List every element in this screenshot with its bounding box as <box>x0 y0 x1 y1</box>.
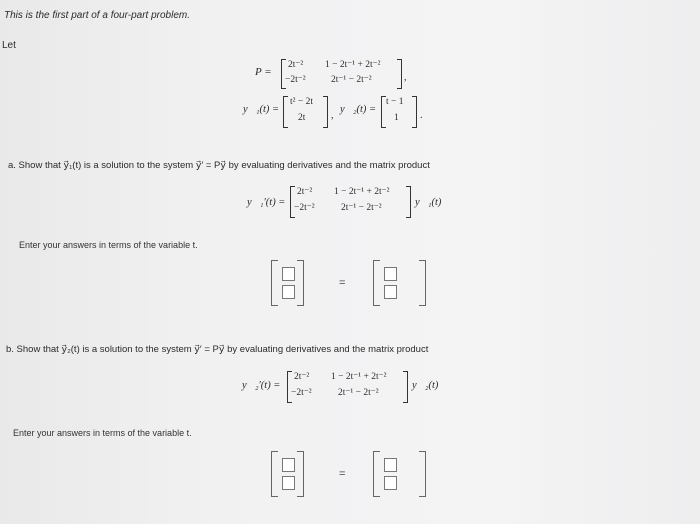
part-a-left-answer-2[interactable] <box>282 285 295 299</box>
part-b-eq-label: y⃗₂′(t) = <box>242 380 281 391</box>
part-b-entry-22: 2t⁻¹ − 2t⁻² <box>338 388 379 398</box>
p-entry-21: −2t⁻² <box>285 75 306 85</box>
p-entry-22: 2t⁻¹ − 2t⁻² <box>331 75 372 85</box>
y1-entry-1: t² − 2t <box>290 97 313 107</box>
p-entry-11: 2t⁻² <box>288 60 304 70</box>
part-b-entry-21: −2t⁻² <box>291 388 312 398</box>
part-b-left-answer-1[interactable] <box>282 458 295 472</box>
part-a-entry-11: 2t⁻² <box>297 187 313 197</box>
part-a-eq-label: y⃗₁′(t) = <box>247 197 286 208</box>
part-a-entry-12: 1 − 2t⁻¹ + 2t⁻² <box>334 187 390 197</box>
y1-entry-2: 2t <box>298 113 306 123</box>
part-a-right-answer-2[interactable] <box>384 285 397 299</box>
part-b-eq-suffix: y⃗₂(t) <box>412 380 439 391</box>
part-b-instruction: Enter your answers in terms of the variable t. <box>13 428 192 438</box>
p-right-bracket <box>397 59 402 89</box>
part-a-equals: = <box>339 277 346 289</box>
part-a-eq-suffix: y⃗₁(t) <box>415 197 442 208</box>
p-label: P = <box>255 66 272 78</box>
let-label: Let <box>2 40 16 51</box>
intro-text: This is the first part of a four-part problem. <box>4 10 191 21</box>
y2-entry-2: 1 <box>394 113 399 123</box>
p-entry-12: 1 − 2t⁻¹ + 2t⁻² <box>325 60 381 70</box>
y2-entry-1: t − 1 <box>386 97 404 107</box>
part-b-entry-12: 1 − 2t⁻¹ + 2t⁻² <box>331 372 387 382</box>
part-b-entry-11: 2t⁻² <box>294 372 310 382</box>
y1-label: y⃗₁(t) = <box>243 104 280 115</box>
part-b-left-answer-2[interactable] <box>282 476 295 490</box>
part-b-equals: = <box>339 468 346 480</box>
part-b-right-bracket <box>403 371 408 403</box>
part-b-prompt: b. Show that y⃗₂(t) is a solution to the system y⃗′ = Py⃗ by evaluating derivatives and the matrix product <box>6 344 429 355</box>
part-a-entry-22: 2t⁻¹ − 2t⁻² <box>341 203 382 213</box>
period: . <box>420 110 423 121</box>
y2-label: y⃗₂(t) = <box>340 104 377 115</box>
y1-left-bracket <box>283 96 288 128</box>
y1-right-bracket <box>323 96 328 128</box>
part-a-right-answer-1[interactable] <box>384 267 397 281</box>
part-a-right-bracket <box>406 186 411 218</box>
part-b-right-answer-1[interactable] <box>384 458 397 472</box>
part-a-instruction: Enter your answers in terms of the variable t. <box>19 240 198 250</box>
part-a-entry-21: −2t⁻² <box>294 203 315 213</box>
y2-right-bracket <box>412 96 417 128</box>
comma: , <box>404 72 407 83</box>
comma: , <box>331 110 334 121</box>
part-a-left-answer-1[interactable] <box>282 267 295 281</box>
part-a-prompt: a. Show that y⃗₁(t) is a solution to the system y⃗′ = Py⃗ by evaluating derivatives and the matrix product <box>8 160 430 171</box>
part-b-right-answer-2[interactable] <box>384 476 397 490</box>
